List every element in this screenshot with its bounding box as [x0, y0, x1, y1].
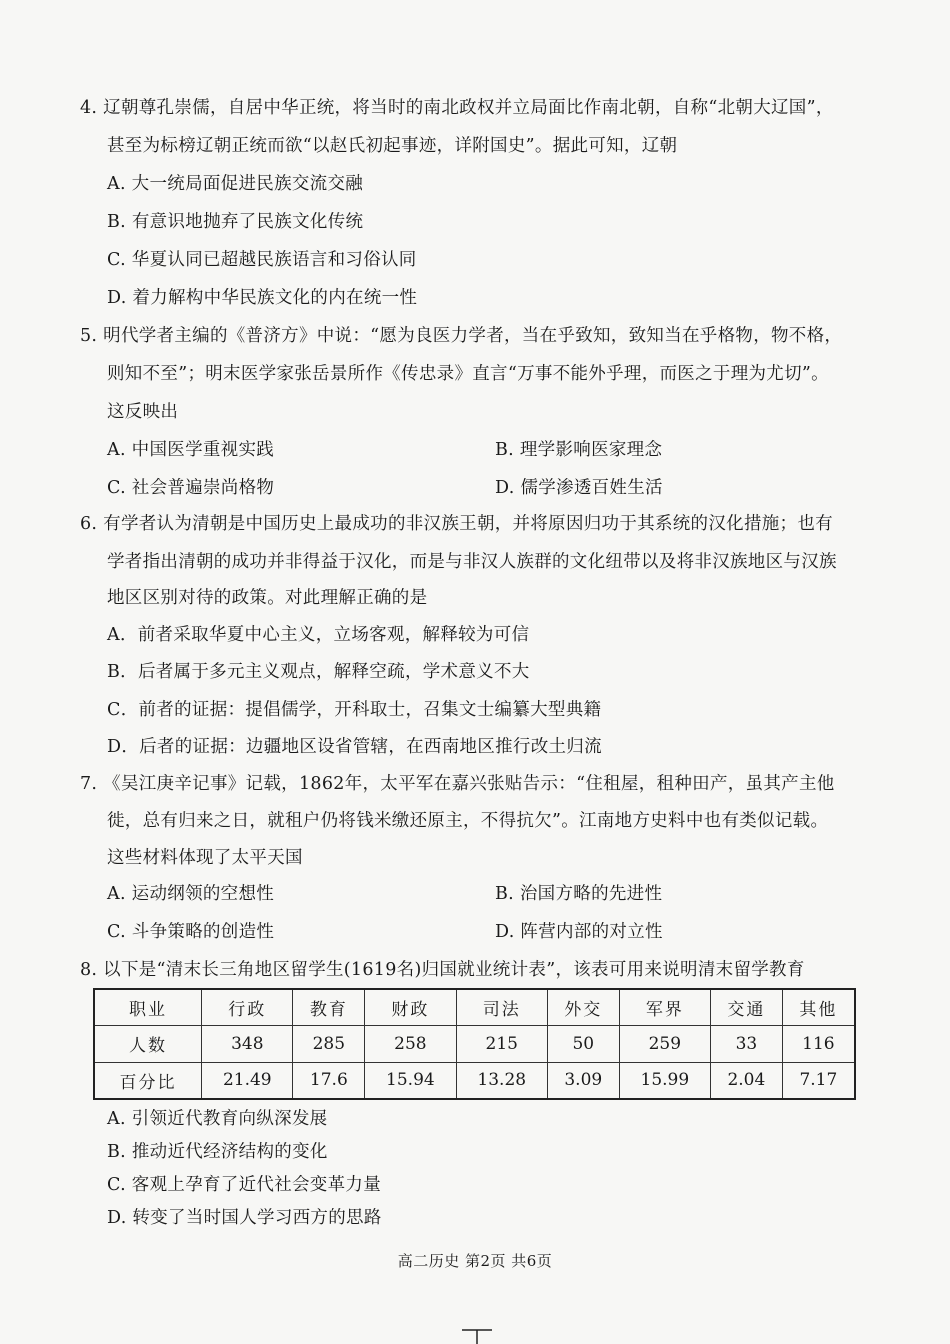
table-cell: 50 — [547, 1026, 619, 1062]
option-c[interactable]: C. 华夏认同已超越民族语言和习俗认同 — [107, 250, 417, 270]
question-stem-line: 地区区别对待的政策。对此理解正确的是 — [107, 588, 428, 608]
question-stem-line: 甚至为标榜辽朝正统而欲“以赵氏初起事迹，详附国史”。据此可知，辽朝 — [107, 136, 678, 156]
option-b[interactable]: B. 理学影响医家理念 — [495, 440, 663, 460]
option-d[interactable]: D. 阵营内部的对立性 — [495, 922, 663, 942]
table-cell: 教育 — [293, 989, 365, 1026]
option-d[interactable]: D. 着力解构中华民族文化的内在统一性 — [107, 288, 418, 308]
table-cell: 33 — [711, 1026, 783, 1062]
question-stem-line: 这反映出 — [107, 402, 179, 422]
option-d[interactable]: D. 儒学渗透百姓生活 — [495, 478, 663, 498]
table-cell: 15.94 — [365, 1062, 456, 1099]
option-b[interactable]: B. 推动近代经济结构的变化 — [107, 1142, 328, 1162]
option-b[interactable]: B. 有意识地抛弃了民族文化传统 — [107, 212, 364, 232]
table-cell: 其他 — [782, 989, 855, 1026]
table-cell: 215 — [456, 1026, 547, 1062]
question-stem-line: 这些材料体现了太平天国 — [107, 848, 303, 868]
table-cell: 13.28 — [456, 1062, 547, 1099]
option-a[interactable]: A. 运动纲领的空想性 — [107, 884, 275, 904]
question-stem-line: 7. 《吴江庚辛记事》记载，1862年，太平军在嘉兴张贴告示：“住租屋，租种田产，虽其产主他 — [80, 774, 835, 794]
option-c[interactable]: C．前者的证据：提倡儒学，开科取士，召集文士编纂大型典籍 — [107, 700, 602, 720]
table-row — [94, 989, 855, 1026]
question-stem-line: 8. 以下是“清末长三角地区留学生(1619名)归国就业统计表”，该表可用来说明清末留学教育 — [80, 960, 805, 980]
option-c[interactable]: C. 社会普遍崇尚格物 — [107, 478, 275, 498]
table-cell: 21.49 — [202, 1062, 293, 1099]
question-stem-line: 5. 明代学者主编的《普济方》中说：“愿为良医力学者，当在乎致知，致知当在乎格物，物不格， — [80, 326, 843, 346]
option-c[interactable]: C. 斗争策略的创造性 — [107, 922, 275, 942]
table-cell: 3.09 — [547, 1062, 619, 1099]
table-row — [94, 1062, 855, 1099]
question-stem-line: 4. 辽朝尊孔崇儒，自居中华正统，将当时的南北政权并立局面比作南北朝，自称“北朝大辽国”， — [80, 98, 834, 118]
binding-mark-icon — [462, 1326, 492, 1344]
option-b[interactable]: B．后者属于多元主义观点，解释空疏，学术意义不大 — [107, 662, 530, 682]
table-cell: 人数 — [94, 1026, 202, 1062]
table-cell: 百分比 — [94, 1062, 202, 1099]
question-stem-line: 学者指出清朝的成功并非得益于汉化，而是与非汉人族群的文化纽带以及将非汉族地区与汉族 — [107, 552, 837, 572]
table-cell: 285 — [293, 1026, 365, 1062]
option-c[interactable]: C. 客观上孕育了近代社会变革力量 — [107, 1175, 381, 1195]
table-cell: 外交 — [547, 989, 619, 1026]
table-cell: 116 — [782, 1026, 855, 1062]
table-cell: 司法 — [456, 989, 547, 1026]
employment-statistics-table — [93, 988, 856, 1100]
table-cell: 17.6 — [293, 1062, 365, 1099]
option-a[interactable]: A. 大一统局面促进民族交流交融 — [107, 174, 364, 194]
option-b[interactable]: B. 治国方略的先进性 — [495, 884, 663, 904]
table-cell: 259 — [619, 1026, 710, 1062]
option-a[interactable]: A．前者采取华夏中心主义，立场客观，解释较为可信 — [107, 625, 530, 645]
question-stem-line: 6. 有学者认为清朝是中国历史上最成功的非汉族王朝，并将原因归功于其系统的汉化措施；也有 — [80, 514, 833, 534]
table-row — [94, 1026, 855, 1062]
table-cell: 15.99 — [619, 1062, 710, 1099]
page-footer: 高二历史 第2页 共6页 — [397, 1252, 553, 1270]
table-cell: 258 — [365, 1026, 456, 1062]
table-cell: 交通 — [711, 989, 783, 1026]
question-stem-line: 徙，总有归来之日，就租户仍将钱米缴还原主，不得抗欠”。江南地方史料中也有类似记载。 — [107, 811, 829, 831]
option-a[interactable]: A. 引领近代教育向纵深发展 — [107, 1109, 328, 1129]
question-stem-line: 则知不至”；明末医学家张岳景所作《传忠录》直言“万事不能外乎理，而医之于理为尤切”。 — [107, 364, 829, 384]
table-cell: 7.17 — [782, 1062, 855, 1099]
table-cell: 行政 — [202, 989, 293, 1026]
option-d[interactable]: D．后者的证据：边疆地区设省管辖，在西南地区推行改土归流 — [107, 737, 602, 757]
table-cell: 军界 — [619, 989, 710, 1026]
option-a[interactable]: A. 中国医学重视实践 — [107, 440, 275, 460]
table-cell: 职业 — [94, 989, 202, 1026]
table-cell: 2.04 — [711, 1062, 783, 1099]
table-cell: 348 — [202, 1026, 293, 1062]
table-cell: 财政 — [365, 989, 456, 1026]
option-d[interactable]: D. 转变了当时国人学习西方的思路 — [107, 1208, 382, 1228]
